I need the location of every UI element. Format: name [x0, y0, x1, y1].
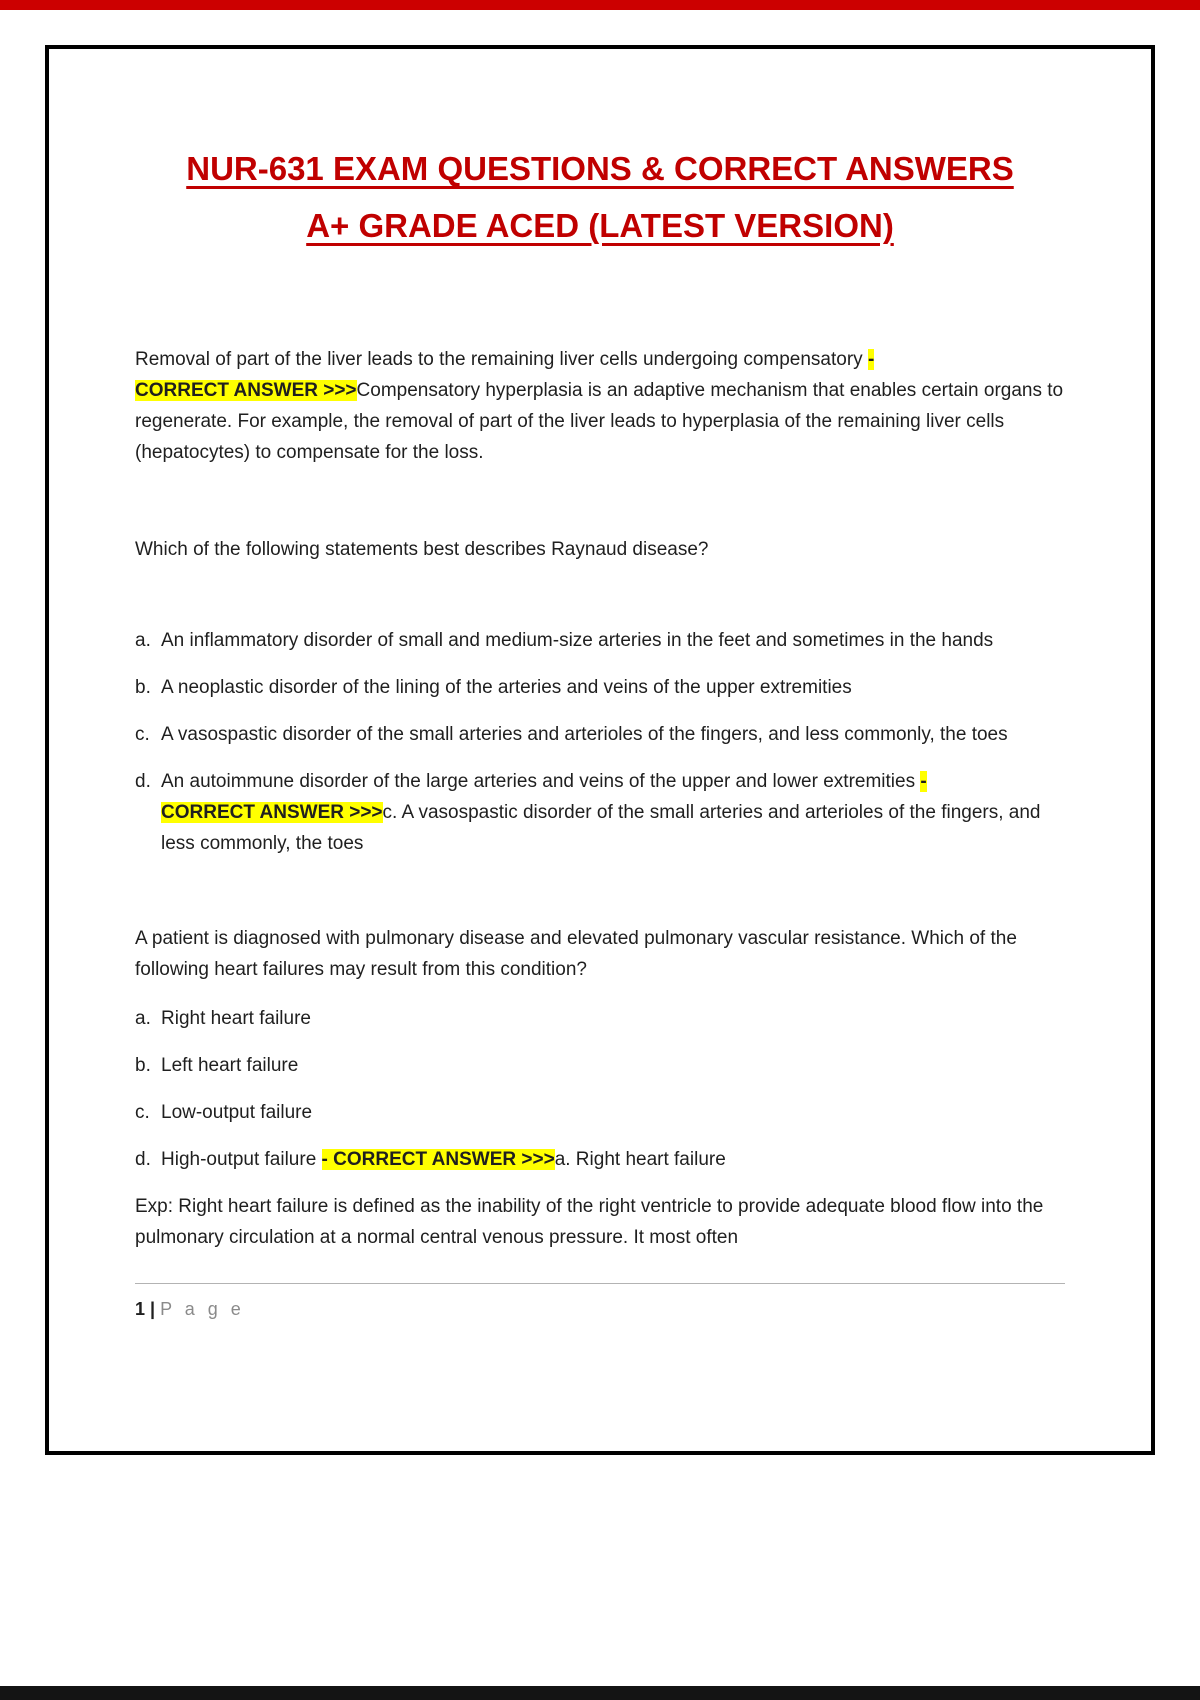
question-1-text: Removal of part of the liver leads to the remaining liver cells undergoing compensatory: [135, 349, 868, 370]
footer-page-number: 1 |: [135, 1298, 156, 1319]
footer-page-label: P a g e: [160, 1298, 245, 1319]
option-text: [161, 766, 1065, 859]
option-letter: b.: [135, 677, 151, 698]
option-letter: c.: [135, 1102, 150, 1123]
title-line-1: NUR-631 EXAM QUESTIONS & CORRECT ANSWERS: [186, 150, 1014, 187]
question-3-text: A patient is diagnosed with pulmonary disease and elevated pulmonary vascular resistance. Which of the following heart failures may result from this condition?: [135, 928, 1017, 980]
option-letter: c.: [135, 724, 150, 745]
question-2-answer: c. A vasospastic disorder of the small arteries and arterioles of the fingers, and less commonly, the toes: [161, 802, 1041, 854]
option-text: An inflammatory disorder of small and medium-size arteries in the feet and sometimes in the hands: [161, 630, 994, 651]
question-3-explanation: Exp: Right heart failure is defined as the inability of the right ventricle to provide adequate blood flow into the pulmonary circulation at a normal central venous pressure. It most often: [135, 1196, 1044, 1248]
q3-option-c: [135, 1097, 1065, 1128]
option-text: Right heart failure: [161, 1008, 311, 1029]
question-1-block: [135, 344, 1065, 468]
footer-divider: [135, 1283, 1065, 1284]
option-letter: b.: [135, 1055, 151, 1076]
correct-answer-label: - CORRECT ANSWER >>>: [321, 1149, 555, 1170]
option-text: A vasospastic disorder of the small arteries and arterioles of the fingers, and less commonly, the toes: [161, 724, 1008, 745]
q2-option-c: [135, 719, 1065, 750]
option-text: Left heart failure: [161, 1055, 299, 1076]
q3-option-a: [135, 1003, 1065, 1034]
highlight-dash: -: [920, 771, 927, 792]
option-letter: a.: [135, 1008, 151, 1029]
document-page-content: [135, 140, 1065, 1325]
correct-answer-label: CORRECT ANSWER >>>: [161, 802, 383, 823]
option-text: [161, 1144, 1065, 1175]
top-red-bar: [0, 0, 1200, 10]
title-line-2: A+ GRADE ACED (LATEST VERSION): [306, 207, 894, 244]
q2-option-d: [135, 766, 1065, 859]
question-3-answer: a. Right heart failure: [554, 1149, 726, 1170]
option-text: Low-output failure: [161, 1102, 313, 1123]
q3-option-d: [135, 1144, 1065, 1175]
question-2-options: [135, 625, 1065, 859]
correct-answer-label: CORRECT ANSWER >>>: [135, 380, 357, 401]
option-d-text: High-output failure: [161, 1149, 322, 1170]
q2-option-b: [135, 672, 1065, 703]
option-text: A neoplastic disorder of the lining of the arteries and veins of the upper extremities: [161, 677, 852, 698]
page-footer: [135, 1294, 1065, 1325]
document-title: [135, 140, 1065, 254]
q3-option-b: [135, 1050, 1065, 1081]
question-2-text: Which of the following statements best describes Raynaud disease?: [135, 539, 709, 560]
highlight-dash: -: [867, 349, 875, 370]
option-d-text: An autoimmune disorder of the large arteries and veins of the upper and lower extremities: [161, 771, 921, 792]
bottom-black-bar: [0, 1686, 1200, 1700]
option-letter: a.: [135, 630, 151, 651]
option-letter: d.: [135, 1149, 151, 1170]
question-3-options: [135, 1003, 1065, 1175]
option-letter: d.: [135, 771, 151, 792]
question-1-answer: Compensatory hyperplasia is an adaptive mechanism that enables certain organs to regenerate. For example, the removal of part of the liver leads to hyperplasia of the remaining liver cells (hepatocytes) to compensate for the loss.: [135, 380, 1064, 463]
q2-option-a: [135, 625, 1065, 656]
